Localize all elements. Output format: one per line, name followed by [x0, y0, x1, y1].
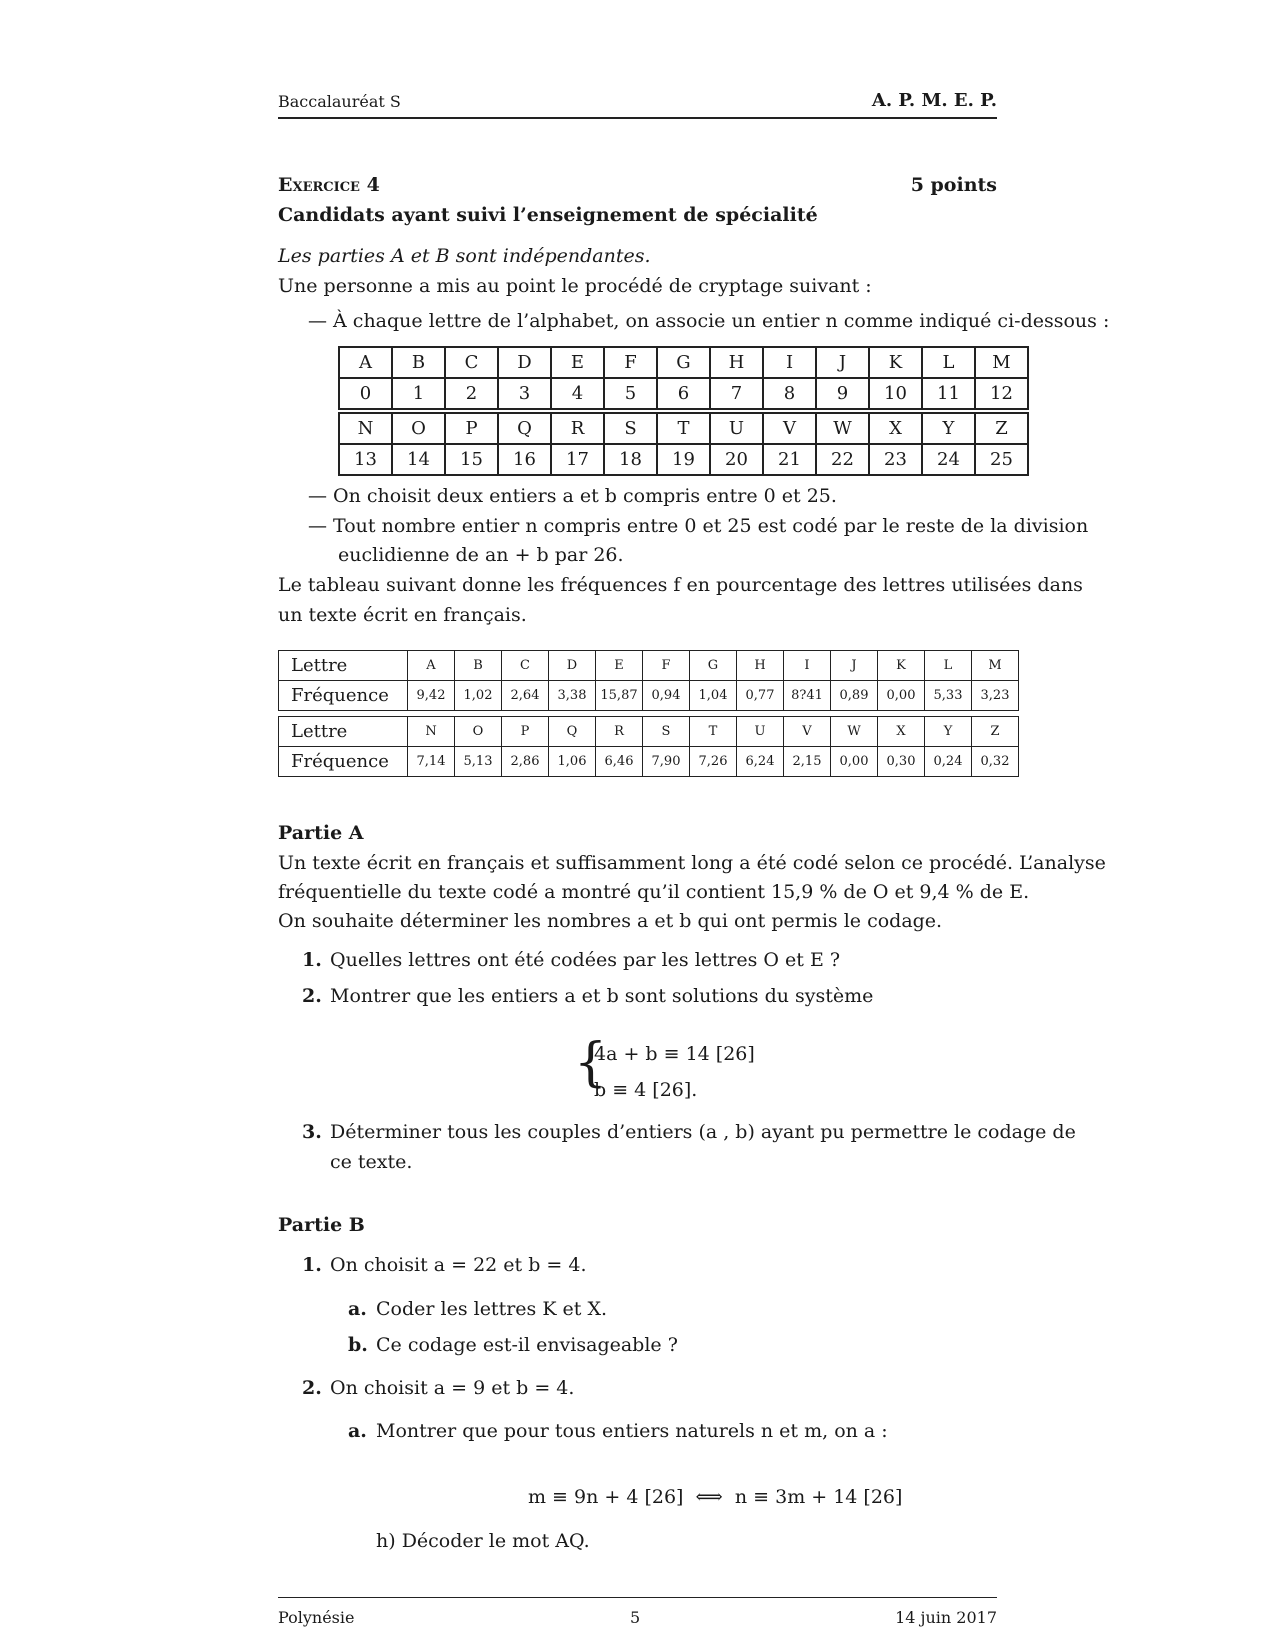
- freq-cell: 0,89: [831, 681, 878, 711]
- code-cell: 12: [975, 378, 1028, 409]
- code-cell: V: [763, 413, 816, 444]
- freq-cell: A: [408, 651, 455, 681]
- freq-cell: 5,33: [925, 681, 972, 711]
- partB-q1a: [348, 1294, 607, 1324]
- code-cell: R: [551, 413, 604, 444]
- code-table-1: [338, 346, 1029, 410]
- freq-cell: 3,23: [972, 681, 1019, 711]
- system-eq-2: b ≡ 4 [26].: [594, 1079, 698, 1101]
- independent-note: Les parties A et B sont indépendantes.: [278, 245, 651, 267]
- code-cell: W: [816, 413, 869, 444]
- freq-table-1: [278, 650, 1019, 711]
- code-cell: X: [869, 413, 922, 444]
- freq-cell: N: [408, 717, 455, 747]
- code-cell: 14: [392, 444, 445, 475]
- system-brace: {: [574, 1033, 608, 1093]
- bullet-1: — À chaque lettre de l’alphabet, on associe un entier n comme indiqué ci-dessous :: [308, 310, 1110, 332]
- question-number: b.: [348, 1334, 368, 1356]
- question-text: Montrer que pour tous entiers naturels n et m, on a :: [376, 1420, 888, 1442]
- freq-cell: K: [878, 651, 925, 681]
- freq-row-letters: [279, 717, 1019, 747]
- bullet-3-cont: euclidienne de an + b par 26.: [338, 544, 624, 566]
- freq-cell: L: [925, 651, 972, 681]
- freq-cell: 0,94: [643, 681, 690, 711]
- partA-q2: [302, 981, 873, 1011]
- intro-line: Une personne a mis au point le procédé de cryptage suivant :: [278, 275, 872, 297]
- header-rule: [278, 117, 997, 119]
- code-cell: E: [551, 347, 604, 378]
- freq-label: Fréquence: [279, 747, 408, 777]
- header-left: Baccalauréat S: [278, 92, 401, 111]
- question-text: On choisit a = 22 et b = 4.: [330, 1254, 587, 1276]
- freq-row-values: [279, 681, 1019, 711]
- freq-cell: 0,32: [972, 747, 1019, 777]
- bullet-2: — On choisit deux entiers a et b compris entre 0 et 25.: [308, 485, 837, 507]
- code-cell: H: [710, 347, 763, 378]
- code-cell: 13: [339, 444, 392, 475]
- code-cell: 7: [710, 378, 763, 409]
- freq-text-1: Le tableau suivant donne les fréquences f en pourcentage des lettres utilisées dans: [278, 574, 1083, 596]
- freq-row-letters: [279, 651, 1019, 681]
- freq-cell: W: [831, 717, 878, 747]
- partB-q2h: h) Décoder le mot AQ.: [376, 1530, 590, 1552]
- code-cell: 25: [975, 444, 1028, 475]
- code-cell: Y: [922, 413, 975, 444]
- code-cell: 10: [869, 378, 922, 409]
- code-cell: F: [604, 347, 657, 378]
- freq-row-values: [279, 747, 1019, 777]
- code-cell: P: [445, 413, 498, 444]
- freq-cell: 0,77: [737, 681, 784, 711]
- freq-cell: Y: [925, 717, 972, 747]
- exercise-subtitle: Candidats ayant suivi l’enseignement de spécialité: [278, 204, 818, 226]
- freq-cell: 0,00: [878, 681, 925, 711]
- freq-cell: F: [643, 651, 690, 681]
- question-text: Déterminer tous les couples d’entiers (a , b) ayant pu permettre le codage de: [330, 1121, 1076, 1143]
- freq-cell: O: [455, 717, 502, 747]
- code-cell: 20: [710, 444, 763, 475]
- question-text: On choisit a = 9 et b = 4.: [330, 1377, 575, 1399]
- freq-cell: S: [643, 717, 690, 747]
- freq-cell: Z: [972, 717, 1019, 747]
- freq-cell: 1,02: [455, 681, 502, 711]
- question-number: 2.: [302, 1377, 322, 1399]
- freq-cell: 2,15: [784, 747, 831, 777]
- code-cell: 17: [551, 444, 604, 475]
- code-cell: 2: [445, 378, 498, 409]
- partB-title: Partie B: [278, 1214, 365, 1236]
- freq-cell: 3,38: [549, 681, 596, 711]
- freq-cell: D: [549, 651, 596, 681]
- code-cell: 9: [816, 378, 869, 409]
- partB-q1: [302, 1250, 587, 1280]
- code-cell: J: [816, 347, 869, 378]
- bullet-3: — Tout nombre entier n compris entre 0 et 25 est codé par le reste de la division: [308, 515, 1089, 537]
- code-cell: M: [975, 347, 1028, 378]
- partA-p2: fréquentielle du texte codé a montré qu’il contient 15,9 % de O et 9,4 % de E.: [278, 881, 1030, 903]
- code-row-letters: [339, 347, 1028, 378]
- code-cell: U: [710, 413, 763, 444]
- exercise-title: Exercice 4: [278, 174, 380, 196]
- code-cell: C: [445, 347, 498, 378]
- code-cell: T: [657, 413, 710, 444]
- freq-label: Lettre: [279, 651, 408, 681]
- freq-cell: U: [737, 717, 784, 747]
- code-cell: O: [392, 413, 445, 444]
- question-text: Quelles lettres ont été codées par les lettres O et E ?: [330, 949, 841, 971]
- freq-cell: 0,00: [831, 747, 878, 777]
- freq-cell: 1,04: [690, 681, 737, 711]
- question-number: 3.: [302, 1121, 322, 1143]
- freq-cell: 15,87: [596, 681, 643, 711]
- code-cell: 21: [763, 444, 816, 475]
- code-cell: 19: [657, 444, 710, 475]
- freq-cell: 1,06: [549, 747, 596, 777]
- code-cell: 24: [922, 444, 975, 475]
- freq-cell: E: [596, 651, 643, 681]
- code-cell: I: [763, 347, 816, 378]
- freq-cell: C: [502, 651, 549, 681]
- question-number: a.: [348, 1420, 367, 1442]
- question-number: a.: [348, 1298, 367, 1320]
- code-cell: 22: [816, 444, 869, 475]
- freq-cell: 2,86: [502, 747, 549, 777]
- freq-cell: 2,64: [502, 681, 549, 711]
- freq-cell: 8?41: [784, 681, 831, 711]
- code-cell: K: [869, 347, 922, 378]
- code-cell: 15: [445, 444, 498, 475]
- code-cell: 16: [498, 444, 551, 475]
- freq-cell: 7,90: [643, 747, 690, 777]
- freq-cell: 5,13: [455, 747, 502, 777]
- partB-q1b: [348, 1330, 678, 1360]
- question-text: Montrer que les entiers a et b sont solutions du système: [330, 985, 874, 1007]
- code-cell: L: [922, 347, 975, 378]
- partA-title: Partie A: [278, 822, 364, 844]
- code-row-letters: [339, 413, 1028, 444]
- code-table-2: [338, 412, 1029, 476]
- code-cell: 1: [392, 378, 445, 409]
- code-row-numbers: [339, 378, 1028, 409]
- freq-cell: 9,42: [408, 681, 455, 711]
- code-cell: Q: [498, 413, 551, 444]
- equivalence-equation: m ≡ 9n + 4 [26] ⟺ n ≡ 3m + 14 [26]: [528, 1486, 903, 1508]
- question-text: Coder les lettres K et X.: [376, 1298, 608, 1320]
- partB-q2: [302, 1373, 574, 1403]
- code-cell: 18: [604, 444, 657, 475]
- freq-cell: T: [690, 717, 737, 747]
- code-cell: 11: [922, 378, 975, 409]
- code-cell: 5: [604, 378, 657, 409]
- freq-label: Fréquence: [279, 681, 408, 711]
- code-cell: Z: [975, 413, 1028, 444]
- partA-q3-cont: ce texte.: [330, 1151, 413, 1173]
- footer-rule: [278, 1597, 997, 1598]
- code-cell: 6: [657, 378, 710, 409]
- code-cell: 8: [763, 378, 816, 409]
- freq-cell: P: [502, 717, 549, 747]
- question-text: Ce codage est-il envisageable ?: [376, 1334, 678, 1356]
- question-number: 1.: [302, 1254, 322, 1276]
- code-cell: 0: [339, 378, 392, 409]
- freq-cell: Q: [549, 717, 596, 747]
- freq-table-2: [278, 716, 1019, 777]
- footer-left: Polynésie: [278, 1608, 355, 1627]
- freq-cell: 7,26: [690, 747, 737, 777]
- header-right: A. P. M. E. P.: [871, 90, 997, 111]
- code-cell: G: [657, 347, 710, 378]
- code-cell: B: [392, 347, 445, 378]
- freq-cell: X: [878, 717, 925, 747]
- question-number: 1.: [302, 949, 322, 971]
- freq-cell: H: [737, 651, 784, 681]
- question-number: 2.: [302, 985, 322, 1007]
- code-cell: S: [604, 413, 657, 444]
- code-cell: N: [339, 413, 392, 444]
- partA-p1: Un texte écrit en français et suffisamment long a été codé selon ce procédé. L’analyse: [278, 852, 1106, 874]
- partA-q3: [302, 1117, 1076, 1147]
- exercise-points: 5 points: [910, 174, 997, 196]
- freq-cell: I: [784, 651, 831, 681]
- partA-p3: On souhaite déterminer les nombres a et b qui ont permis le codage.: [278, 910, 943, 932]
- freq-cell: R: [596, 717, 643, 747]
- freq-label: Lettre: [279, 717, 408, 747]
- freq-cell: 7,14: [408, 747, 455, 777]
- code-cell: 4: [551, 378, 604, 409]
- partA-q1: [302, 945, 840, 975]
- freq-cell: G: [690, 651, 737, 681]
- footer-right: 14 juin 2017: [895, 1608, 997, 1627]
- freq-text-2: un texte écrit en français.: [278, 604, 527, 626]
- freq-cell: B: [455, 651, 502, 681]
- code-cell: 23: [869, 444, 922, 475]
- system-eq-1: 4a + b ≡ 14 [26]: [594, 1043, 755, 1065]
- freq-cell: 6,24: [737, 747, 784, 777]
- footer-page-number: 5: [630, 1608, 641, 1627]
- code-cell: D: [498, 347, 551, 378]
- freq-cell: 6,46: [596, 747, 643, 777]
- freq-cell: J: [831, 651, 878, 681]
- freq-cell: V: [784, 717, 831, 747]
- code-row-numbers: [339, 444, 1028, 475]
- freq-cell: 0,30: [878, 747, 925, 777]
- freq-cell: M: [972, 651, 1019, 681]
- partB-q2a: [348, 1416, 888, 1446]
- code-cell: 3: [498, 378, 551, 409]
- code-cell: A: [339, 347, 392, 378]
- freq-cell: 0,24: [925, 747, 972, 777]
